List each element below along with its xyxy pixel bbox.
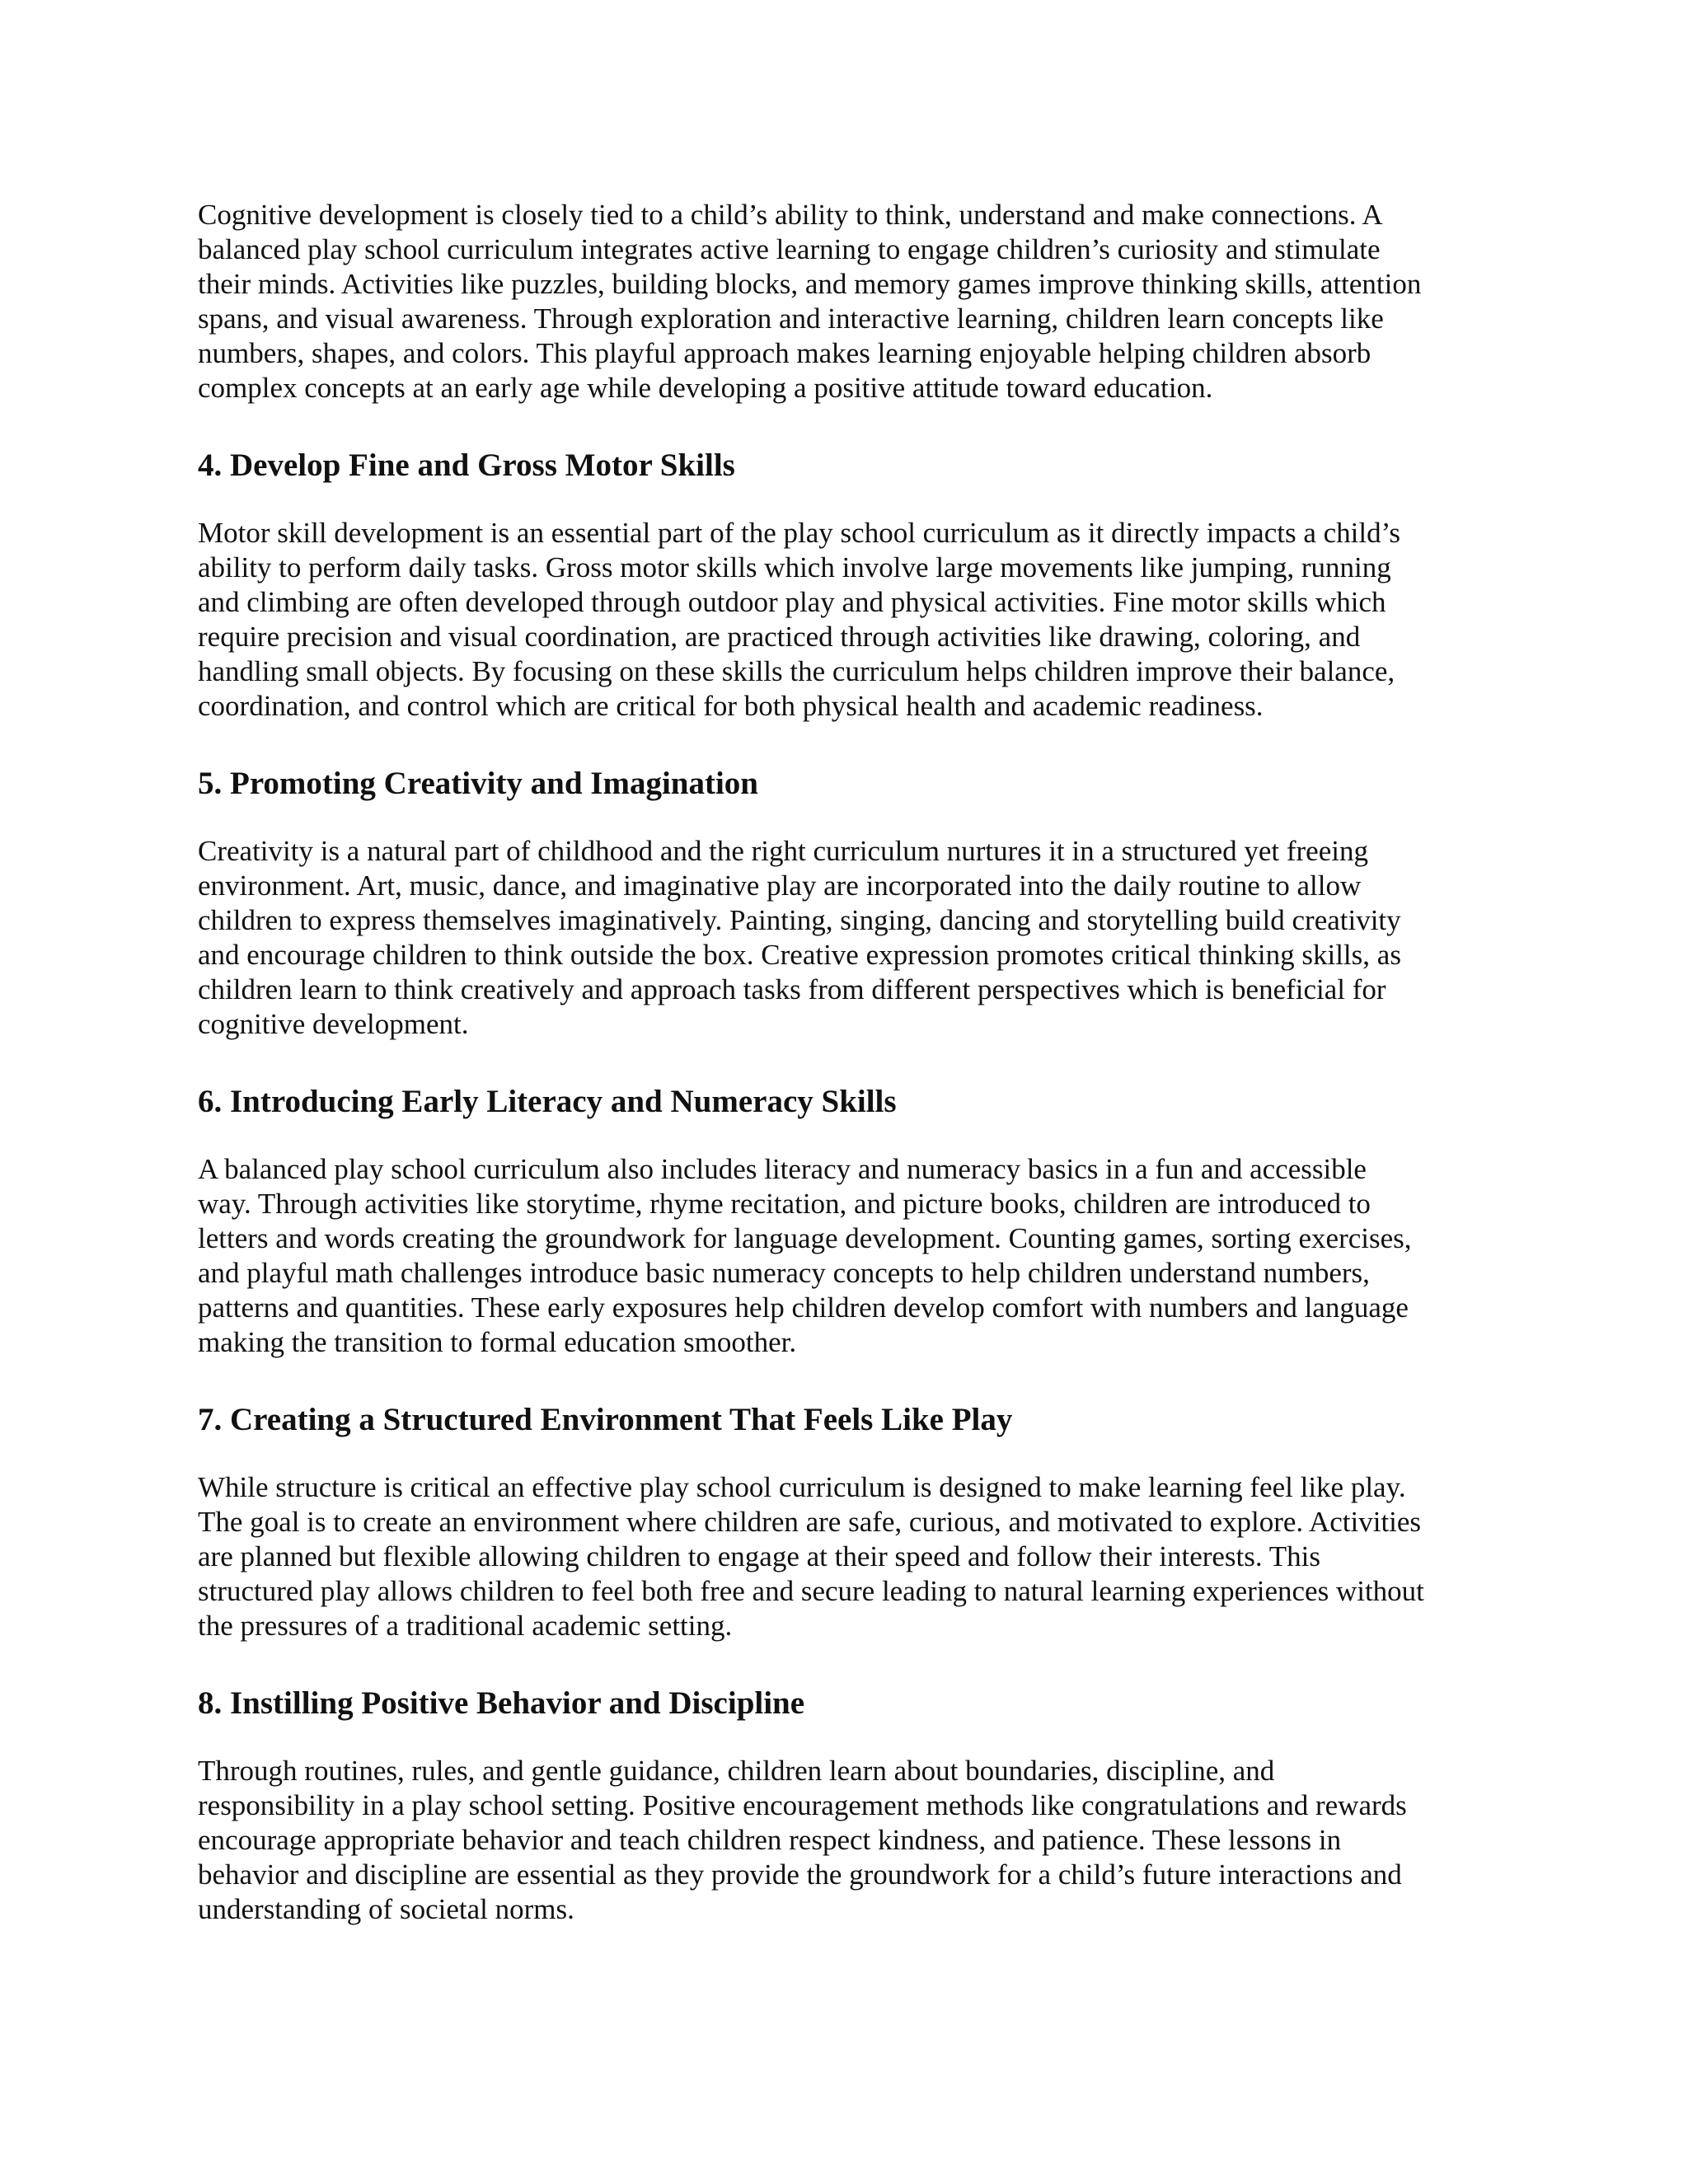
section-body-structured-environment: While structure is critical an effective play school curriculum is designed to make learning feel like play. The goal is to create an environment where children are safe, curious, and motivated to explore. Activities are planned but flexible allowing children to engage at their speed and follow their interests. This structured play allows children to feel both free and secure leading to natural learning experiences without the pressures of a traditional academic setting. [198,1471,1424,1642]
section-body-motor-skills: Motor skill development is an essential part of the play school curriculum as it directly impacts a child’s ability to perform daily tasks. Gross motor skills which involve large movements like jumping, running and climbing are often developed through outdoor play and physical activities. Fine motor skills which require precision and visual coordination, are practiced through activities like drawing, coloring, and handling small objects. By focusing on these skills the curriculum helps children improve their balance, coordination, and control which are critical for both physical health and academic readiness. [198,517,1400,722]
section-heading-literacy-numeracy: 6. Introducing Early Literacy and Numeracy Skills [198,1084,897,1119]
section-body-creativity: Creativity is a natural part of childhood and the right curriculum nurtures it in a structured yet freeing environment. Art, music, dance, and imaginative play are incorporated into the daily routine to allow children to express themselves imaginatively. Painting, singing, dancing and storytelling build creativity and encourage children to think outside the box. Creative expression promotes critical thinking skills, as children learn to think creatively and approach tasks from different perspectives which is beneficial for cognitive development. [198,835,1401,1040]
intro-paragraph: Cognitive development is closely tied to a child’s ability to think, understand and make connections. A balanced play school curriculum integrates active learning to engage children’s curiosity and stimulate their minds. Activities like puzzles, building blocks, and memory games improve thinking skills, attention spans, and visual awareness. Through exploration and interactive learning, children learn concepts like numbers, shapes, and colors. This playful approach makes learning enjoyable helping children absorb complex concepts at an early age while developing a positive attitude toward education. [198,199,1422,404]
section-body-literacy-numeracy: A balanced play school curriculum also includes literacy and numeracy basics in a fun and accessible way. Through activities like storytime, rhyme recitation, and picture books, children are introduced to letters and words creating the groundwork for language development. Counting games, sorting exercises, and playful math challenges introduce basic numeracy concepts to help children understand numbers, patterns and quantities. These early exposures help children develop comfort with numbers and language making the transition to formal education smoother. [198,1153,1412,1358]
section-heading-behavior-discipline: 8. Instilling Positive Behavior and Discipline [198,1685,805,1721]
section-body-behavior-discipline: Through routines, rules, and gentle guidance, children learn about boundaries, discipline, and responsibility in a play school setting. Positive encouragement methods like congratulations and rewards encourage appropriate behavior and teach children respect kindness, and patience. These lessons in behavior and discipline are essential as they provide the groundwork for a child’s future interactions and understanding of societal norms. [198,1755,1407,1925]
section-heading-creativity: 5. Promoting Creativity and Imagination [198,766,758,801]
document-content [198,198,1500,1927]
section-heading-structured-environment: 7. Creating a Structured Environment That Feels Like Play [198,1402,1013,1437]
section-heading-motor-skills: 4. Develop Fine and Gross Motor Skills [198,448,735,483]
